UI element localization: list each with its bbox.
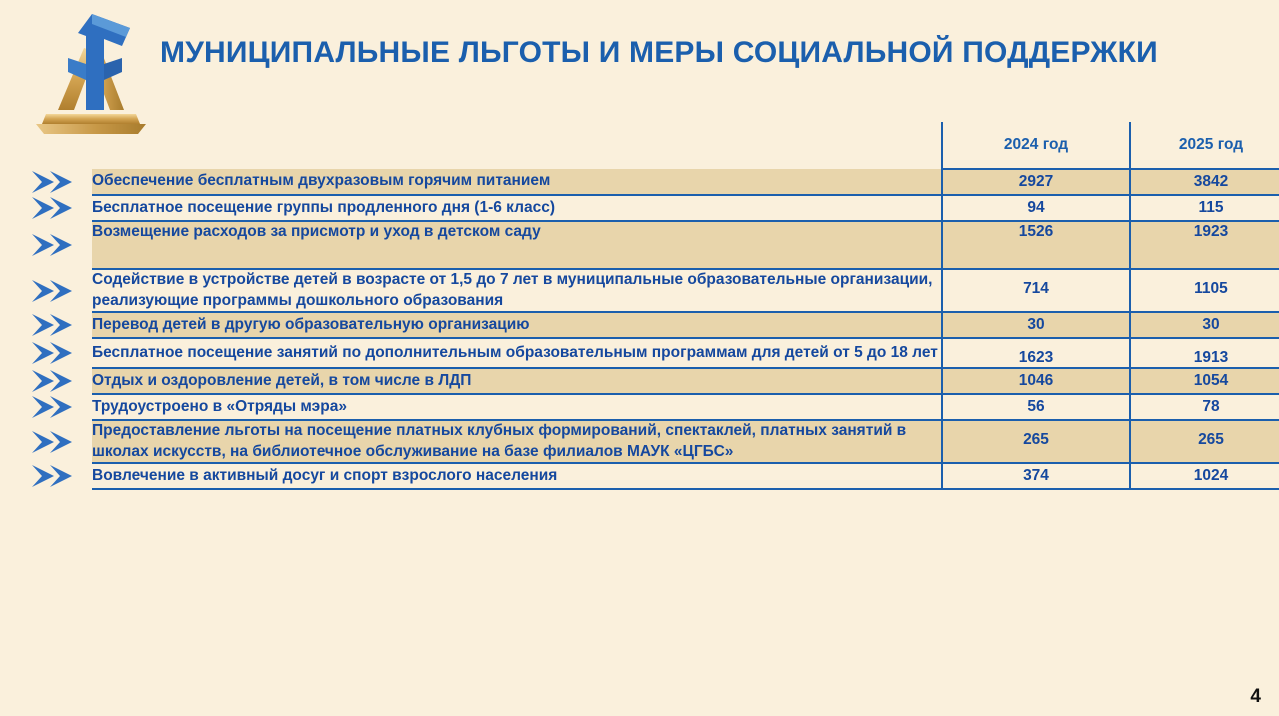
table-row: [30, 394, 1279, 420]
row-marker-arrow: [30, 368, 92, 394]
row-value-2024: 265: [942, 420, 1130, 463]
row-marker-arrow: [30, 169, 92, 195]
row-value-2024: 56: [942, 394, 1130, 420]
row-marker-arrow: [30, 221, 92, 269]
table-row: [30, 269, 1279, 312]
table-row: [30, 195, 1279, 221]
row-marker-arrow: [30, 394, 92, 420]
benefits-table: [30, 122, 1279, 490]
row-marker-arrow: [30, 463, 92, 489]
header-year-2025: 2025 год: [1130, 122, 1279, 169]
row-value-2025: 1105: [1130, 269, 1279, 312]
chevron-right-icon: [30, 463, 76, 489]
row-marker-arrow: [30, 312, 92, 338]
row-value-2024: 714: [942, 269, 1130, 312]
row-value-2024: 1623: [942, 338, 1130, 368]
table-row: [30, 312, 1279, 338]
row-value-2024: 374: [942, 463, 1130, 489]
table-row: [30, 420, 1279, 463]
row-label: Бесплатное посещение занятий по дополнительным образовательным программам для детей от 5 до 18 лет: [92, 338, 942, 368]
row-value-2025: 3842: [1130, 169, 1279, 195]
row-marker-arrow: [30, 195, 92, 221]
row-label: Обеспечение бесплатным двухразовым горячим питанием: [92, 169, 942, 195]
row-marker-arrow: [30, 338, 92, 368]
header-blank-arrow: [30, 122, 92, 169]
row-value-2025: 265: [1130, 420, 1279, 463]
row-value-2024: 1046: [942, 368, 1130, 394]
table-row: [30, 221, 1279, 269]
table-row: [30, 338, 1279, 368]
row-marker-arrow: [30, 269, 92, 312]
header-measure: [92, 122, 942, 169]
table-body: [30, 169, 1279, 489]
row-value-2025: 1913: [1130, 338, 1279, 368]
table-row: [30, 368, 1279, 394]
row-label: Предоставление льготы на посещение платных клубных формирований, спектаклей, платных занятий в школах искусств, на библиотечное обслуживание на базе филиалов МАУК «ЦГБС»: [92, 420, 942, 463]
row-label: Содействие в устройстве детей в возрасте от 1,5 до 7 лет в муниципальные образовательные организации, реализующие программы дошкольного образования: [92, 269, 942, 312]
page-number: 4: [1250, 686, 1261, 707]
table-row: [30, 169, 1279, 195]
chevron-right-icon: [30, 340, 76, 366]
row-value-2025: 115: [1130, 195, 1279, 221]
chevron-right-icon: [30, 429, 76, 455]
row-label: Бесплатное посещение группы продленного дня (1-6 класс): [92, 195, 942, 221]
benefits-table-container: [30, 122, 1250, 490]
row-label: Вовлечение в активный досуг и спорт взрослого населения: [92, 463, 942, 489]
emblem-logo: [26, 6, 156, 136]
page-title: МУНИЦИПАЛЬНЫЕ ЛЬГОТЫ И МЕРЫ СОЦИАЛЬНОЙ ПОДДЕРЖКИ: [160, 36, 1158, 69]
row-value-2024: 94: [942, 195, 1130, 221]
row-marker-arrow: [30, 420, 92, 463]
header-year-2024: 2024 год: [942, 122, 1130, 169]
chevron-right-icon: [30, 195, 76, 221]
row-value-2025: 30: [1130, 312, 1279, 338]
row-label: Трудоустроено в «Отряды мэра»: [92, 394, 942, 420]
row-value-2025: 1923: [1130, 221, 1279, 269]
row-label: Отдых и оздоровление детей, в том числе в ЛДП: [92, 368, 942, 394]
chevron-right-icon: [30, 169, 76, 195]
chevron-right-icon: [30, 368, 76, 394]
row-value-2024: 1526: [942, 221, 1130, 269]
chevron-right-icon: [30, 312, 76, 338]
row-value-2025: 1024: [1130, 463, 1279, 489]
table-header-row: [30, 122, 1279, 169]
row-label: Возмещение расходов за присмотр и уход в детском саду: [92, 221, 942, 269]
chevron-right-icon: [30, 278, 76, 304]
row-value-2024: 30: [942, 312, 1130, 338]
row-value-2025: 78: [1130, 394, 1279, 420]
row-value-2025: 1054: [1130, 368, 1279, 394]
chevron-right-icon: [30, 394, 76, 420]
chevron-right-icon: [30, 232, 76, 258]
row-label: Перевод детей в другую образовательную организацию: [92, 312, 942, 338]
table-row: [30, 463, 1279, 489]
row-value-2024: 2927: [942, 169, 1130, 195]
